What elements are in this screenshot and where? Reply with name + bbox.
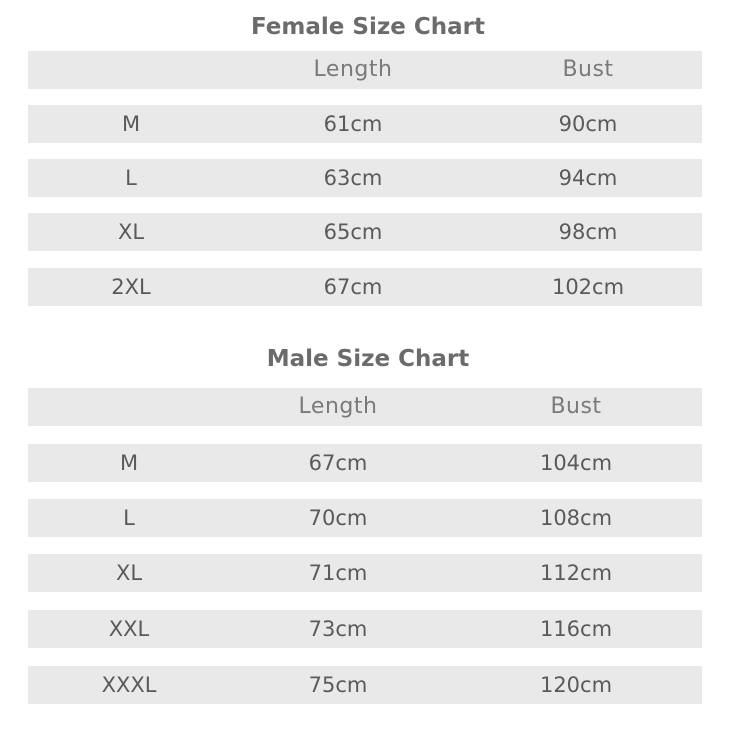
female-header-length: Length xyxy=(313,57,393,82)
male-header-row xyxy=(28,388,702,426)
size-cell: XL xyxy=(117,220,145,244)
bust-cell: 116cm xyxy=(539,617,613,641)
bust-cell: 112cm xyxy=(539,561,613,585)
female-row-m xyxy=(28,105,702,143)
male-row-xxl xyxy=(28,610,702,648)
bust-cell: 104cm xyxy=(539,451,613,475)
male-header-length: Length xyxy=(298,394,378,419)
size-cell: XXL xyxy=(108,617,150,641)
size-cell: M xyxy=(121,112,141,136)
female-size-chart-title: Female Size Chart xyxy=(251,14,485,40)
bust-cell: 120cm xyxy=(539,673,613,697)
female-header-bust: Bust xyxy=(562,57,614,82)
male-row-m xyxy=(28,444,702,482)
size-cell: M xyxy=(119,451,139,475)
length-cell: 67cm xyxy=(323,275,383,299)
female-row-2xl xyxy=(28,268,702,306)
bust-cell: 108cm xyxy=(539,506,613,530)
female-header-row xyxy=(28,51,702,89)
size-cell: L xyxy=(125,166,137,190)
bust-cell: 98cm xyxy=(558,220,618,244)
bust-cell: 90cm xyxy=(558,112,618,136)
male-row-xl xyxy=(28,554,702,592)
size-cell: XXXL xyxy=(101,673,157,697)
female-row-l xyxy=(28,159,702,197)
male-row-xxxl xyxy=(28,666,702,704)
length-cell: 73cm xyxy=(308,617,368,641)
female-row-xl xyxy=(28,213,702,251)
size-cell: L xyxy=(123,506,135,530)
length-cell: 63cm xyxy=(323,166,383,190)
length-cell: 67cm xyxy=(308,451,368,475)
length-cell: 70cm xyxy=(308,506,368,530)
length-cell: 65cm xyxy=(323,220,383,244)
male-header-bust: Bust xyxy=(550,394,602,419)
length-cell: 75cm xyxy=(308,673,368,697)
bust-cell: 94cm xyxy=(558,166,618,190)
length-cell: 71cm xyxy=(308,561,368,585)
size-cell: 2XL xyxy=(111,275,151,299)
bust-cell: 102cm xyxy=(551,275,625,299)
length-cell: 61cm xyxy=(323,112,383,136)
male-row-l xyxy=(28,499,702,537)
size-cell: XL xyxy=(115,561,143,585)
male-size-chart-title: Male Size Chart xyxy=(266,346,470,372)
